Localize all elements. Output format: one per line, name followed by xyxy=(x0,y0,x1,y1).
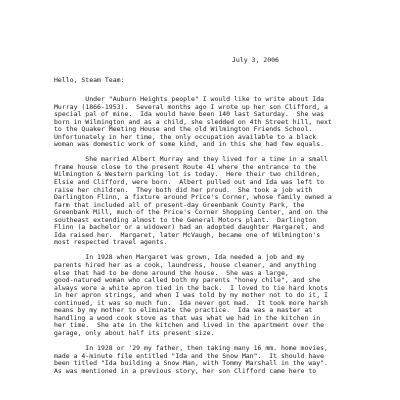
text-line: in her apron strings, and when I was told by my mother not to do it, I xyxy=(54,291,328,300)
text-line: else that had to be done around the house. She was a large, xyxy=(54,268,289,277)
text-line: woman was domestic work of some kind, and in this she had few equals. xyxy=(54,140,325,149)
text-line: farm that included all of present-day Greenbank County Park, the xyxy=(54,200,305,209)
text-line: In 1928 when Margaret was grown, Ida needed a job and my xyxy=(54,253,305,262)
text-line: always wore a white apron tied in the back. I loved to tie hard knots xyxy=(54,283,328,292)
letter-greeting: Hello, Steam Team: xyxy=(54,76,125,84)
letter-date: July 3, 2006 xyxy=(232,56,279,64)
text-line: Wilmington & Western parking lot is today. Here their two children, xyxy=(54,170,321,179)
letter-body xyxy=(54,96,364,383)
text-line: to the Quaker Meeting House and the old Wilmington Friends School. xyxy=(54,125,313,134)
text-line: made a 4-minute file entitled "Ida and the Snow Man". It should have xyxy=(54,351,325,360)
text-line: Murray (1866-1953). Several months ago I wrote up her son Clifford, a xyxy=(54,102,328,111)
text-line: Flinn (a bachelor or a widower) had an adopted daughter Margaret, and xyxy=(54,223,325,232)
text-line: parents hired her as a cook, laundress, house cleaner, and anything xyxy=(54,261,317,270)
text-line: Greenbank Mill, much of the Price's Corner Shopping Center, and on the xyxy=(54,208,328,217)
text-line: Unfortunately in her time, the only occupation available to a black xyxy=(54,132,317,141)
text-line: In 1928 or '29 my father, then taking many 16 mm. home movies, xyxy=(54,344,328,353)
letter-paragraph xyxy=(54,156,364,247)
text-line: Darlington Flinn, a fixture around Price's Corner, whose family owned a xyxy=(54,193,332,202)
letter-paragraph xyxy=(54,254,364,337)
text-line: most respected travel agents. xyxy=(54,238,168,247)
text-line: her time. She ate in the kitchen and lived in the apartment over the xyxy=(54,321,325,330)
text-line: frame house close to the present Route 41 where the entrance to the xyxy=(54,162,317,171)
text-line: Elsie and Clifford, were born. Albert pulled out and Ida was left to xyxy=(54,178,325,187)
letter-paragraph xyxy=(54,345,364,375)
text-line: southeast extending almost to the General Motors plant. Darlington xyxy=(54,215,317,224)
text-line: Under "Auburn Heights people" I would like to write about Ida xyxy=(54,95,325,103)
text-line: She married Albert Murray and they lived for a time in a small xyxy=(54,155,328,164)
text-line: good-natured woman who called both my parents "honey chile", and she xyxy=(54,276,321,285)
text-line: continued, it was so much fun. Ida never got mad. It took more harsh xyxy=(54,298,328,307)
text-line: Ida raised her. Margaret, later McVaugh, became one of Wilmington's xyxy=(54,230,321,239)
text-line: special pal of mine. Ida would have been 140 last Saturday. She was xyxy=(54,110,325,119)
text-line: means by my mother to eliminate the practice. Ida was a master at xyxy=(54,306,313,315)
text-line: handling a wood cook stove as that was what we had in the kitchen in xyxy=(54,313,321,322)
text-line: garage, only about half its present size. xyxy=(54,328,215,337)
letter-paragraph xyxy=(54,96,364,149)
text-line: been titled "Ida building a Snow Man, with Tommy Marshall in the way". xyxy=(54,359,328,368)
text-line: born in Wilmington and as a child, she sledded on 4th Street hill, next xyxy=(54,117,332,126)
text-line: As was mentioned in a previous story, her son Clifford came here to xyxy=(54,366,317,375)
text-line: raise her children. They both did her proud. She took a job with xyxy=(54,185,313,194)
